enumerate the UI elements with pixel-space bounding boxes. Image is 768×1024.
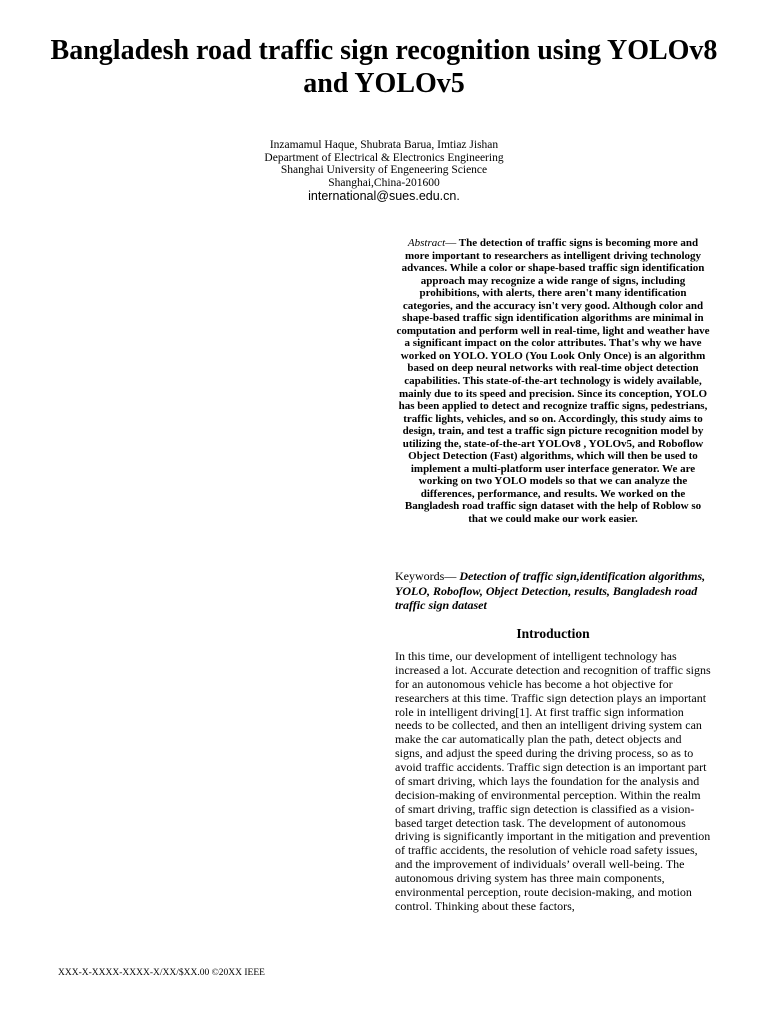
copyright-footer: XXX-X-XXXX-XXXX-X/XX/$XX.00 ©20XX IEEE bbox=[58, 968, 265, 978]
author-university: Shanghai University of Engeneering Science bbox=[280, 164, 488, 177]
abstract-dash: — bbox=[445, 237, 457, 249]
introduction-text: In this time, our development of intelligent technology has increased a lot. Accurate detection and recognition of traffic signs for an autonomous vehicle has become a hot objective for researchers at this time. Traffic sign detection plays an important role in intelligent driving[1]. At first traffic sign information needs to be collected, and then an intelligent driving system can make the car automatically plan the path, detect objects and signs, and adjust the speed during the driving process, so as to avoid traffic accidents. Traffic sign detection is an important part of smart driving, which lays the foundation for the analysis and decision-making of environmental perception. Within the realm of smart driving, traffic sign detection is classified as a vision-based target detection task. The development of autonomous driving is significantly important in the mitigation and prevention of traffic accidents, the resolution of vehicle road safety issues, and the improvement of individuals’ overall well-being. The autonomous driving system has three main components, environmental perception, route decision-making, and motion control. Thinking about these factors, bbox=[395, 649, 711, 913]
abstract bbox=[395, 237, 711, 526]
keywords bbox=[395, 569, 711, 613]
keywords-text: Detection of traffic sign,identification algorithms, YOLO, Roboflow, Object Detection, results, Bangladesh road traffic sign dataset bbox=[395, 569, 706, 613]
section-heading-introduction: Introduction bbox=[516, 626, 590, 641]
paper-title: Bangladesh road traffic sign recognition using YOLOv8 and YOLOv5 bbox=[50, 35, 718, 99]
author-department: Department of Electrical & Electronics Engineering bbox=[264, 151, 504, 164]
author-email: international@sues.edu.cn. bbox=[308, 189, 460, 204]
abstract-label: Abstract bbox=[407, 237, 446, 249]
author-block bbox=[184, 139, 584, 203]
keywords-label: Keywords— bbox=[395, 569, 457, 583]
author-location: Shanghai,China-201600 bbox=[328, 176, 440, 189]
author-names: Inzamamul Haque, Shubrata Barua, Imtiaz Jishan bbox=[269, 139, 499, 151]
abstract-text: The detection of traffic signs is becoming more and more important to researchers as intelligent driving technology advances. While a color or shape-based traffic sign identification approach may recognize a wide range of signs, including prohibitions, with alerts, there aren't many identification categories, and the accuracy isn't very good. Although color and shape-based traffic sign identification algorithms are minimal in computation and perform well in real-time, light and weather have a significant impact on the color attributes. That's why we have worked on YOLO. YOLO (You Look Only Once) is an algorithm based on deep neural networks with real-time object detection capabilities. This state-of-the-art technology is widely available, mainly due to its speed and precision. Since its conception, YOLO has been applied to detect and recognize traffic signs, pedestrians, traffic lights, vehicles, and so on. Accordingly, this study aims to design, train, and test a traffic sign picture recognition model by utilizing the, state-of-the-art YOLOv8 , YOLOv5, and Roboflow Object Detection (Fast) algorithms, which will then be used to implement a multi-platform user interface generator. We are working on two YOLO models so that we can analyze the differences, performance, and results. We worked on the Bangladesh road traffic sign dataset with the help of Roblow so that we could make our work easier. bbox=[396, 237, 710, 526]
